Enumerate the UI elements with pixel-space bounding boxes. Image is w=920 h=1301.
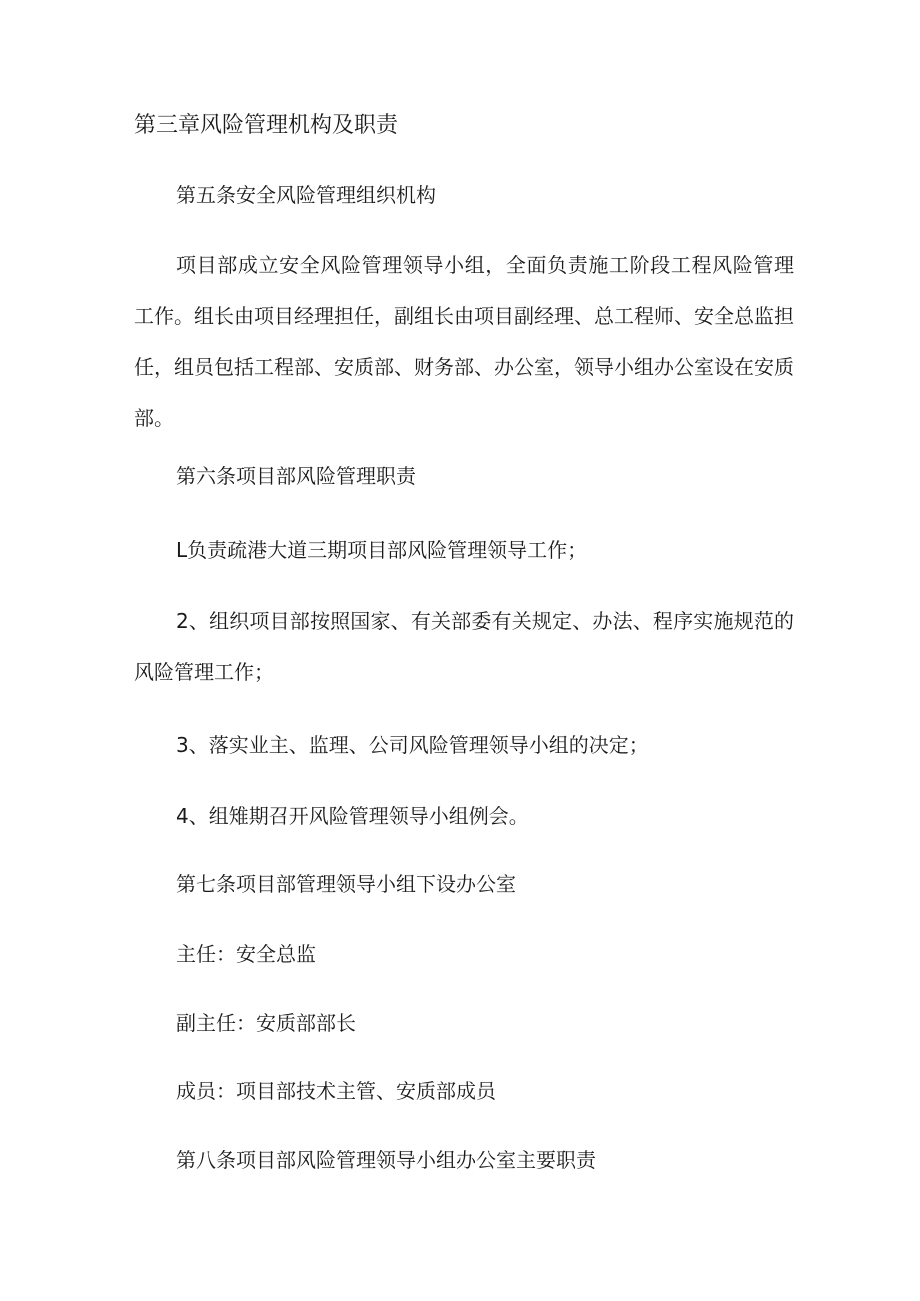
article6-item-2: 2、组织项目部按照国家、有关部委有关规定、办法、程序实施规范的风险管理工作； xyxy=(134,609,794,684)
article7-heading: 第七条项目部管理领导小组下设办公室 xyxy=(176,872,516,896)
chapter-title: 第三章风险管理机构及职责 xyxy=(134,113,399,138)
article8-heading: 第八条项目部风险管理领导小组办公室主要职责 xyxy=(176,1148,596,1172)
article5-body: 项目部成立安全风险管理领导小组，全面负责施工阶段工程风险管理工作。组长由项目经理担任，副组长由项目副经理、总工程师、安全总监担任，组员包括工程部、安质部、财务部、办公室，领导小组办公室设在安质部。 xyxy=(134,253,794,430)
article7-members: 成员：项目部技术主管、安质部成员 xyxy=(176,1079,496,1103)
article7-deputy: 副主任：安质部部长 xyxy=(176,1011,356,1035)
article6-item-1: L负责疏港大道三期项目部风险管理领导工作； xyxy=(176,538,588,562)
article6-item-3: 3、落实业主、监理、公司风险管理领导小组的决定； xyxy=(176,733,649,757)
article6-item-4: 4、组雉期召开风险管理领导小组例会。 xyxy=(176,804,529,828)
article6-heading: 第六条项目部风险管理职责 xyxy=(176,464,416,488)
article7-director: 主任：安全总监 xyxy=(176,942,316,966)
article5-heading: 第五条安全风险管理组织机构 xyxy=(176,183,436,207)
